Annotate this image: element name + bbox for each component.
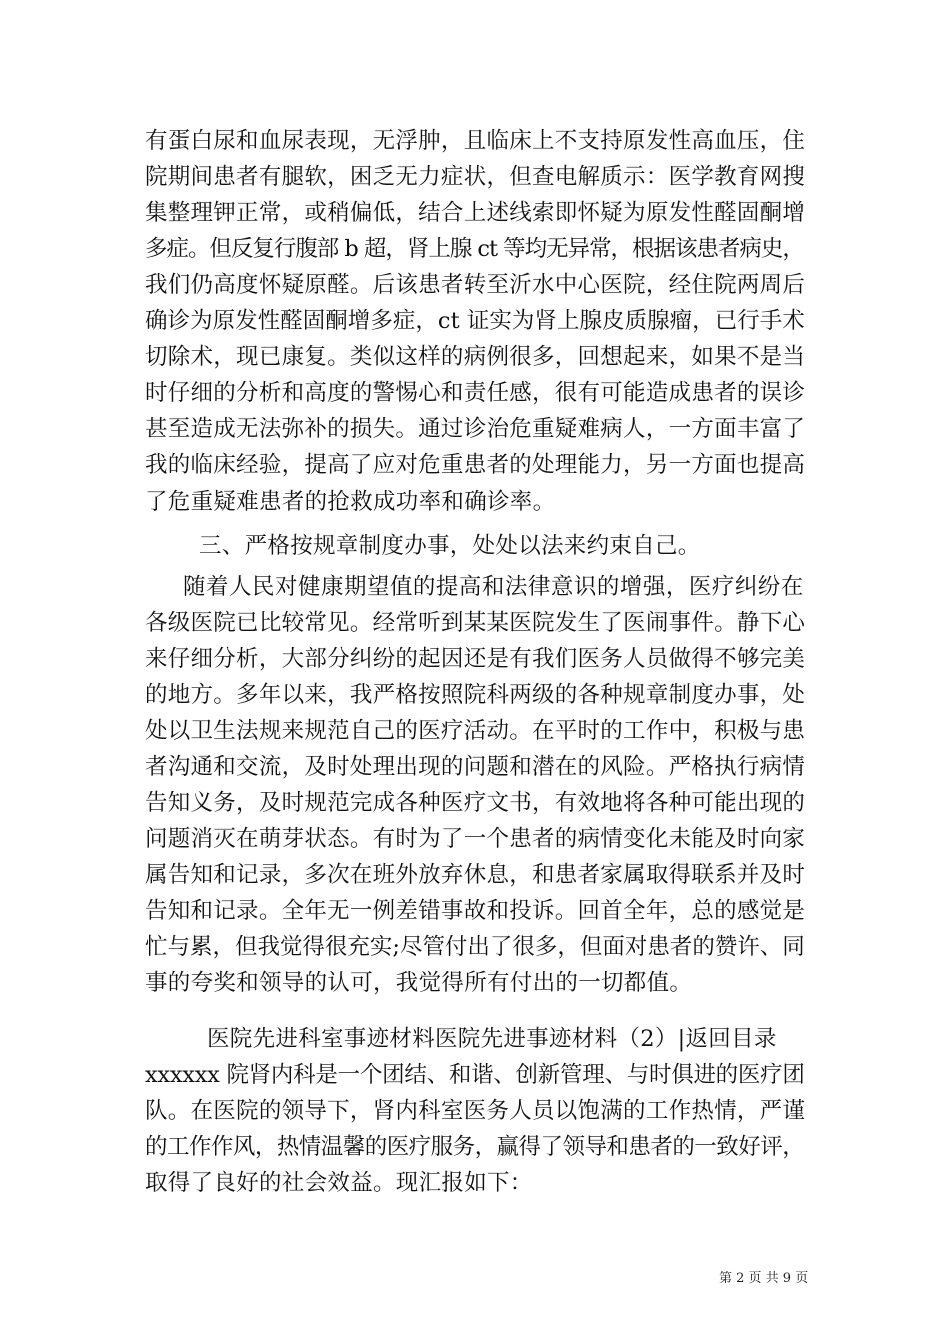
text-line: 各级医院已比较常见。经常听到某某医院发生了医闹事件。静下心 xyxy=(145,610,806,636)
text-line: 来仔细分析，大部分纠纷的起因还是有我们医务人员做得不够完美 xyxy=(145,646,806,672)
text-line: 忙与累，但我觉得很充实;尽管付出了很多，但面对患者的赞许、同 xyxy=(145,934,805,960)
text-line: 集整理钾正常，或稍偏低，结合上述线索即怀疑为原发性醛固酮增 xyxy=(145,200,806,226)
text-line: 队。在医院的领导下，肾内科室医务人员以饱满的工作热情，严谨 xyxy=(145,1098,806,1124)
page-number: 第 2 页 共 9 页 xyxy=(719,1271,809,1286)
text-line: 我们仍高度怀疑原醛。后该患者转至沂水中心医院，经住院两周后 xyxy=(145,272,806,298)
text-line: 告知和记录。全年无一例差错事故和投诉。回首全年，总的感觉是 xyxy=(145,898,806,924)
text-line: 事的夸奖和领导的认可，我觉得所有付出的一切都值。 xyxy=(145,970,693,996)
text-line: 时仔细的分析和高度的警惕心和责任感，很有可能造成患者的误诊 xyxy=(145,380,806,406)
text-line: 多症。但反复行腹部 b 超，肾上腺 ct 等均无异常，根据该患者病史， xyxy=(145,236,804,262)
text-line: 的地方。多年以来，我严格按照院科两级的各种规章制度办事，处 xyxy=(145,682,806,708)
text-line: 了危重疑难患者的抢救成功率和确诊率。 xyxy=(145,489,556,515)
text-line: 确诊为原发性醛固酮增多症，ct 证实为肾上腺皮质腺瘤，已行手术 xyxy=(145,308,805,334)
text-line: 院期间患者有腿软，困乏无力症状，但查电解质示：医学教育网搜 xyxy=(145,164,806,190)
text-line: 者沟通和交流，及时处理出现的问题和潜在的风险。严格执行病情 xyxy=(145,754,806,780)
text-line: xxxxxx 院肾内科是一个团结、和谐、创新管理、与时俱进的医疗团 xyxy=(145,1062,805,1088)
text-line: 切除术，现已康复。类似这样的病例很多，回想起来，如果不是当 xyxy=(145,344,806,370)
text-line: 三、严格按规章制度办事，处处以法来约束自己。 xyxy=(199,533,701,559)
text-line: 我的临床经验，提高了应对危重患者的处理能力，另一方面也提高 xyxy=(145,452,806,478)
text-line: 甚至造成无法弥补的损失。通过诊治危重疑难病人，一方面丰富了 xyxy=(145,416,806,442)
text-line: 处以卫生法规来规范自己的医疗活动。在平时的工作中，积极与患 xyxy=(145,718,806,744)
text-line: 取得了良好的社会效益。现汇报如下： xyxy=(145,1170,533,1196)
text-line: 医院先进科室事迹材料医院先进事迹材料（2）|返回目录 xyxy=(207,1026,777,1052)
text-line: 属告知和记录，多次在班外放弃休息，和患者家属取得联系并及时 xyxy=(145,862,806,888)
text-line: 的工作作风，热情温馨的医疗服务，赢得了领导和患者的一致好评， xyxy=(145,1134,805,1160)
text-line: 随着人民对健康期望值的提高和法律意识的增强，医疗纠纷在 xyxy=(183,574,804,600)
text-line: 有蛋白尿和血尿表现，无浮肿，且临床上不支持原发性高血压，住 xyxy=(145,128,806,154)
text-line: 告知义务，及时规范完成各种医疗文书，有效地将各种可能出现的 xyxy=(145,790,806,816)
text-line: 问题消灭在萌芽状态。有时为了一个患者的病情变化未能及时向家 xyxy=(145,826,806,852)
